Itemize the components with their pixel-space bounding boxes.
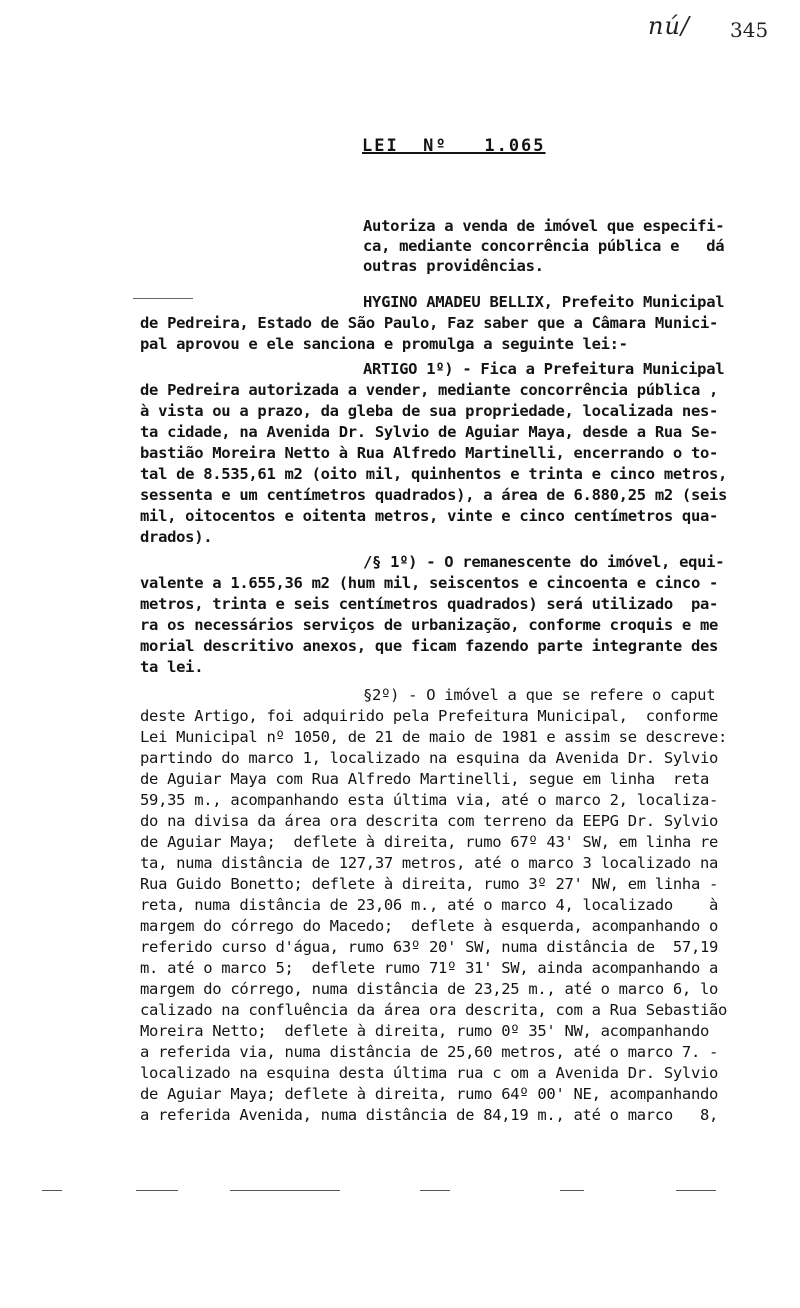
artigo1-line: ARTIGO 1º) - Fica a Prefeitura Municipal: [363, 360, 725, 378]
scan-mark: [42, 1190, 62, 1191]
paragrafo2-line: referido curso d'água, rumo 63º 20' SW, numa distância de 57,19: [140, 938, 719, 956]
paragrafo1-line: ta lei.: [140, 658, 204, 676]
artigo1-line: ta cidade, na Avenida Dr. Sylvio de Aguiar Maya, desde a Rua Se-: [140, 423, 719, 441]
artigo1-line: mil, oitocentos e oitenta metros, vinte e cinco centímetros qua-: [140, 507, 719, 525]
paragrafo2-line: §2º) - O imóvel a que se refere o caput: [363, 686, 716, 704]
paragrafo2-line: a referida via, numa distância de 25,60 metros, até o marco 7. -: [140, 1043, 719, 1061]
paragrafo1-line: valente a 1.655,36 m2 (hum mil, seiscentos e cincoenta e cinco -: [140, 574, 719, 592]
paragrafo2-line: Rua Guido Bonetto; deflete à direita, rumo 3º 27' NW, em linha -: [140, 875, 719, 893]
scan-mark: [136, 1190, 178, 1191]
paragrafo2-line: reta, numa distância de 23,06 m., até o marco 4, localizado à: [140, 896, 719, 914]
page-number: 345: [730, 18, 769, 42]
paragrafo2-line: 59,35 m., acompanhando esta última via, até o marco 2, localiza-: [140, 791, 719, 809]
preamble-line: HYGINO AMADEU BELLIX, Prefeito Municipal: [363, 293, 725, 311]
paragrafo2-line: do na divisa da área ora descrita com terreno da EEPG Dr. Sylvio: [140, 812, 719, 830]
paragrafo1-line: metros, trinta e seis centímetros quadrados) será utilizado pa-: [140, 595, 719, 613]
paragrafo2-line: de Aguiar Maya; deflete à direita, rumo 64º 00' NE, acompanhando: [140, 1085, 719, 1103]
preamble-line: de Pedreira, Estado de São Paulo, Faz saber que a Câmara Munici-: [140, 314, 719, 332]
artigo1-line: à vista ou a prazo, da gleba de sua propriedade, localizada nes-: [140, 402, 719, 420]
paragrafo2-line: partindo do marco 1, localizado na esquina da Avenida Dr. Sylvio: [140, 749, 719, 767]
ementa-line: ca, mediante concorrência pública e dá: [363, 237, 725, 255]
paragrafo2-line: de Aguiar Maya com Rua Alfredo Martinelli, segue em linha reta: [140, 770, 710, 788]
scan-mark: [676, 1190, 716, 1191]
law-title: LEI Nº 1.065: [362, 136, 546, 156]
scan-mark: [133, 298, 193, 299]
artigo1-line: tal de 8.535,61 m2 (oito mil, quinhentos e trinta e cinco metros,: [140, 465, 728, 483]
paragrafo2-line: deste Artigo, foi adquirido pela Prefeitura Municipal, conforme: [140, 707, 719, 725]
paragrafo1-line: morial descritivo anexos, que ficam fazendo parte integrante des: [140, 637, 719, 655]
artigo1-line: drados).: [140, 528, 213, 546]
paragrafo2-line: a referida Avenida, numa distância de 84,19 m., até o marco 8,: [140, 1106, 719, 1124]
paragrafo2-line: Moreira Netto; deflete à direita, rumo 0º 35' NW, acompanhando: [140, 1022, 710, 1040]
scan-mark: [560, 1190, 584, 1191]
paragrafo2-line: localizado na esquina desta última rua c om a Avenida Dr. Sylvio: [140, 1064, 719, 1082]
scan-mark: [230, 1190, 340, 1191]
artigo1-line: sessenta e um centímetros quadrados), a área de 6.880,25 m2 (seis: [140, 486, 728, 504]
paragrafo2-line: margem do córrego, numa distância de 23,25 m., até o marco 6, lo: [140, 980, 719, 998]
scan-mark: [420, 1190, 450, 1191]
paragrafo2-line: margem do córrego do Macedo; deflete à esquerda, acompanhando o: [140, 917, 719, 935]
paragrafo2-line: m. até o marco 5; deflete rumo 71º 31' SW, ainda acompanhando a: [140, 959, 719, 977]
artigo1-line: bastião Moreira Netto à Rua Alfredo Martinelli, encerrando o to-: [140, 444, 719, 462]
paragrafo2-line: ta, numa distância de 127,37 metros, até o marco 3 localizado na: [140, 854, 719, 872]
paragrafo1-line: ra os necessários serviços de urbanização, conforme croquis e me: [140, 616, 719, 634]
paragrafo2-line: Lei Municipal nº 1050, de 21 de maio de 1981 e assim se descreve:: [140, 728, 728, 746]
paragrafo2-line: calizado na confluência da área ora descrita, com a Rua Sebastião: [140, 1001, 728, 1019]
preamble-line: pal aprovou e ele sanciona e promulga a seguinte lei:-: [140, 335, 628, 353]
paragrafo2-line: de Aguiar Maya; deflete à direita, rumo 67º 43' SW, em linha re: [140, 833, 719, 851]
artigo1-line: de Pedreira autorizada a vender, mediante concorrência pública ,: [140, 381, 719, 399]
paragrafo1-line: /§ 1º) - O remanescente do imóvel, equi-: [363, 553, 725, 571]
ementa-line: Autoriza a venda de imóvel que especifi-: [363, 217, 725, 235]
ementa-line: outras providências.: [363, 257, 544, 275]
handwritten-initials: nú/: [648, 12, 690, 40]
